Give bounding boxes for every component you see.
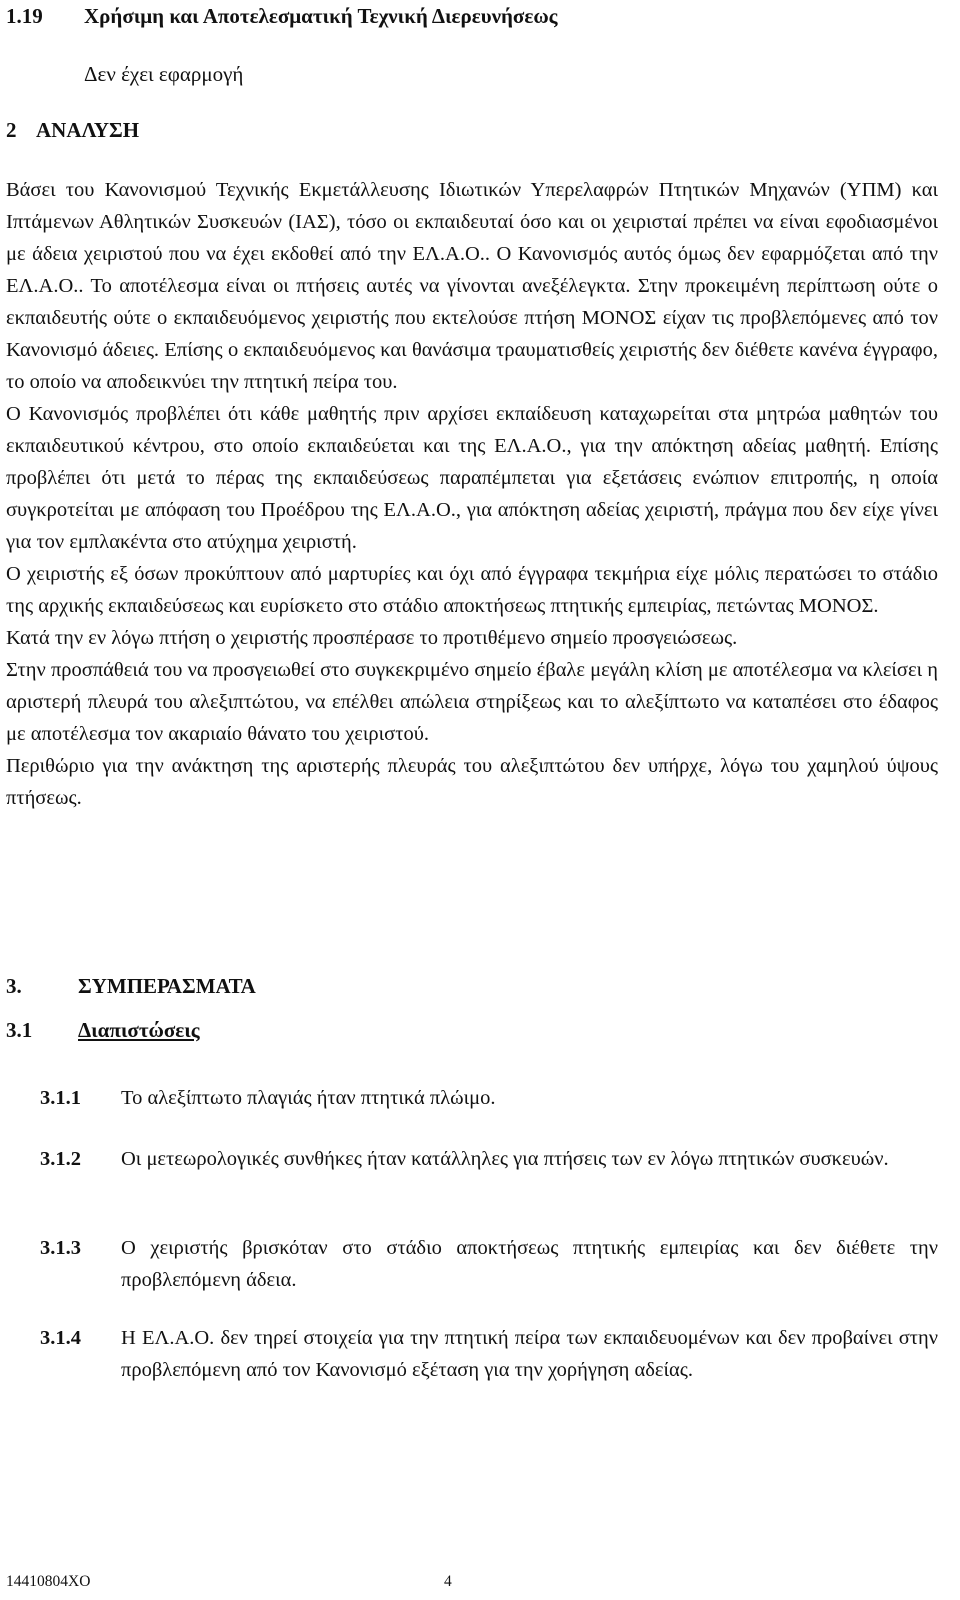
- finding-text: Οι μετεωρολογικές συνθήκες ήταν κατάλληλες για πτήσεις των εν λόγω πτητικών συσκευών.: [121, 1148, 889, 1170]
- section-title: ΑΝΑΛΥΣΗ: [36, 118, 140, 142]
- section-3-heading: [6, 970, 256, 1002]
- finding-text: Η ΕΛ.Α.Ο. δεν τηρεί στοιχεία για την πτητική πείρα των εκπαιδευομένων και δεν προβαίνει στην προβλεπόμενη από τον Κανονισμό εξέταση για την χορήγηση αδείας.: [121, 1327, 938, 1381]
- finding-item: [40, 1082, 938, 1114]
- footer-doc-code: 14410804ΧΟ: [6, 1573, 91, 1590]
- finding-number: 3.1.1: [40, 1087, 81, 1109]
- section-title: Χρήσιμη και Αποτελεσματική Τεχνική Διερευνήσεως: [84, 4, 558, 28]
- section-3-1-heading: [6, 1014, 200, 1046]
- section-title: Διαπιστώσεις: [78, 1018, 200, 1042]
- section-number: 3.: [6, 974, 22, 998]
- finding-item: [40, 1143, 938, 1175]
- analysis-paragraph: Βάσει του Κανονισμού Τεχνικής Εκμετάλλευσης Ιδιωτικών Υπερελαφρών Πτητικών Μηχανών (ΥΠΜ) και Ιπτάμενων Αθλητικών Συσκευών (ΙΑΣ), τόσο οι εκπαιδευταί όσο και οι χειρισταί πρέπει να είναι εφοδιασμένοι με άδεια χειριστού που να έχει εκδοθεί από την ΕΛ.Α.Ο.. Ο Κανονισμός αυτός όμως δεν εφαρμόζεται από την ΕΛ.Α.Ο.. Το αποτέλεσμα είναι οι πτήσεις αυτές να γίνονται ανεξέλεγκτα. Στην προκειμένη περίπτωση ούτε ο εκπαιδευτής ούτε ο εκπαιδευόμενος χειριστής που εκτελούσε πτήση ΜΟΝΟΣ είχαν τις προβλεπόμενες από τον Κανονισμό άδειες. Επίσης ο εκπαιδευόμενος και θανάσιμα τραυματισθείς χειριστής δεν διέθετε κανένα έγγραφο, το οποίο να αποδεικνύει την πτητική πείρα του.: [6, 179, 938, 393]
- analysis-paragraph: Στην προσπάθειά του να προσγειωθεί στο συγκεκριμένο σημείο έβαλε μεγάλη κλίση με αποτέλεσμα να κλείσει η αριστερή πλευρά του αλεξιπτώτου, να επέλθει απώλεια στηρίξεως και το αλεξίπτωτο να καταπέσει στο έδαφος με αποτέλεσμα τον ακαριαίο θάνατο του χειριστού.: [6, 659, 938, 745]
- analysis-paragraph: Κατά την εν λόγω πτήση ο χειριστής προσπέρασε το προτιθέμενο σημείο προσγειώσεως.: [6, 627, 738, 649]
- finding-item: [40, 1322, 938, 1386]
- section-2-heading: [6, 114, 139, 146]
- analysis-paragraph: Περιθώριο για την ανάκτηση της αριστερής πλευράς του αλεξιπτώτου δεν υπήρχε, λόγω του χαμηλού ύψους πτήσεως.: [6, 755, 938, 809]
- section-number: 2: [6, 118, 17, 142]
- section-1-19-note: Δεν έχει εφαρμογή: [84, 62, 244, 86]
- analysis-paragraph: Ο Κανονισμός προβλέπει ότι κάθε μαθητής πριν αρχίσει εκπαίδευση καταχωρείται στα μητρώα μαθητών του εκπαιδευτικού κέντρου, στο οποίο εκπαιδεύεται και της ΕΛ.Α.Ο., για την απόκτηση αδείας μαθητή. Επίσης προβλέπει ότι μετά το πέρας της εκπαιδεύσεως παραπέμπεται για εξετάσεις ενώπιον επιτροπής, η οποία συγκροτείται με απόφαση του Προέδρου της ΕΛ.Α.Ο., για απόκτηση αδείας χειριστή, πράγμα που δεν είχε γίνει για τον εμπλακέντα στο ατύχημα χειριστή.: [6, 403, 938, 553]
- finding-number: 3.1.2: [40, 1148, 81, 1170]
- section-number: 1.19: [6, 4, 43, 28]
- analysis-body: [6, 174, 938, 814]
- finding-number: 3.1.4: [40, 1327, 81, 1349]
- finding-item: [40, 1232, 938, 1296]
- footer-page-number: 4: [444, 1573, 452, 1590]
- section-number: 3.1: [6, 1018, 33, 1042]
- finding-number: 3.1.3: [40, 1237, 81, 1259]
- section-1-19-heading: [6, 0, 558, 32]
- section-title: ΣΥΜΠΕΡΑΣΜΑΤΑ: [78, 974, 256, 998]
- analysis-paragraph: Ο χειριστής εξ όσων προκύπτουν από μαρτυρίες και όχι από έγγραφα τεκμήρια είχε μόλις περατώσει το στάδιο της αρχικής εκπαιδεύσεως και ευρίσκετο στο στάδιο αποκτήσεως πτητικής εμπειρίας, πετώντας ΜΟΝΟΣ.: [6, 563, 938, 617]
- finding-text: Ο χειριστής βρισκόταν στο στάδιο αποκτήσεως πτητικής εμπειρίας και δεν διέθετε την προβλεπόμενη άδεια.: [121, 1237, 938, 1291]
- finding-text: Το αλεξίπτωτο πλαγιάς ήταν πτητικά πλώιμο.: [121, 1087, 496, 1109]
